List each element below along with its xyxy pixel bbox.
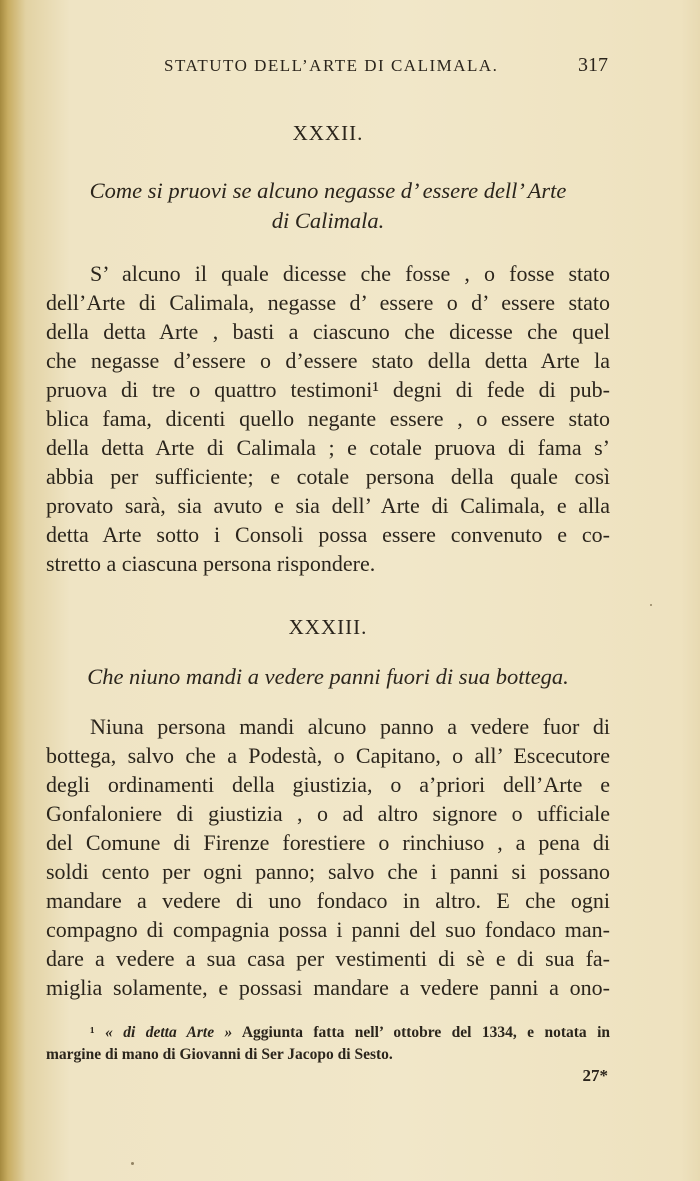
footnote-quote: « di detta Arte »	[105, 1024, 233, 1041]
running-title: STATUTO DELL’ARTE DI CALIMALA.	[164, 56, 499, 75]
text-line: Niuna persona mandi alcuno panno a vedere fuor di	[90, 714, 610, 739]
text-line: miglia solamente, e possasi mandare a vedere panni a ono-	[46, 975, 610, 1000]
paragraph-section-32	[46, 259, 610, 578]
page-number: 317	[578, 54, 608, 76]
signature-mark: 27*	[582, 1066, 608, 1085]
text-line: della detta Arte , basti a ciascuno che dicesse che quel	[46, 319, 610, 344]
text-line: blica fama, dicenti quello negante essere , o essere stato	[46, 406, 610, 431]
footnote	[46, 1022, 610, 1066]
text-line: dare a vedere a sua casa per vestimenti di sè e di sua fa-	[46, 946, 610, 971]
text-line: mandare a vedere di uno fondaco in altro. E che ogni	[46, 888, 610, 913]
text-line: della detta Arte di Calimala ; e cotale pruova di fama s’	[46, 435, 610, 460]
text-line: del Comune di Firenze forestiere o rinchiuso , a pena di	[46, 830, 610, 855]
section-title-line: di Calimala.	[271, 208, 385, 233]
text-line: degli ordinamenti della giustizia, o a’priori dell’Arte e	[46, 772, 610, 797]
text-line: soldi cento per ogni panno; salvo che i panni si possano	[46, 859, 610, 884]
text-line: detta Arte sotto i Consoli possa essere convenuto e co-	[46, 522, 610, 547]
section-title-32	[46, 176, 610, 236]
section-number-33: XXXIII.	[288, 615, 368, 639]
paper-speck	[131, 1162, 134, 1165]
text-line: dell’Arte di Calimala, negasse d’ essere o d’ essere stato	[46, 290, 610, 315]
footnote-marker: ¹	[90, 1024, 95, 1041]
text-line: compagno di compagnia possa i panni del suo fondaco man-	[46, 917, 610, 942]
text-line: S’ alcuno il quale dicesse che fosse , o fosse stato	[90, 261, 610, 286]
text-line: bottega, salvo che a Podestà, o Capitano, o all’ Escecutore	[46, 743, 610, 768]
section-title-33: Che niuno mandi a vedere panni fuori di sua bottega.	[87, 664, 569, 689]
section-number-32: XXXII.	[292, 121, 364, 145]
text-line: Gonfaloniere di giustizia , o ad altro signore o ufficiale	[46, 801, 610, 826]
footnote-line: margine di mano di Giovanni di Ser Jacopo di Sesto.	[46, 1046, 393, 1063]
running-header	[46, 56, 610, 84]
text-line: provato sarà, sia avuto e sia dell’ Arte di Calimala, e alla	[46, 493, 610, 518]
text-line: abbia per sufficiente; e cotale persona della quale così	[46, 464, 610, 489]
text-line: stretto a ciascuna persona rispondere.	[46, 551, 376, 576]
text-line: che negasse d’essere o d’essere stato della detta Arte la	[46, 348, 610, 373]
footnote-text: Aggiunta fatta nell’ ottobre del 1334, e notata in	[241, 1024, 610, 1041]
paper-speck	[650, 604, 652, 606]
section-title-line: Come si pruovi se alcuno negasse d’ essere dell’ Arte	[89, 178, 567, 203]
text-line: pruova di tre o quattro testimoni¹ degni di fede di pub-	[46, 377, 610, 402]
footnote-line	[46, 1022, 610, 1044]
paragraph-section-33	[46, 712, 610, 1002]
